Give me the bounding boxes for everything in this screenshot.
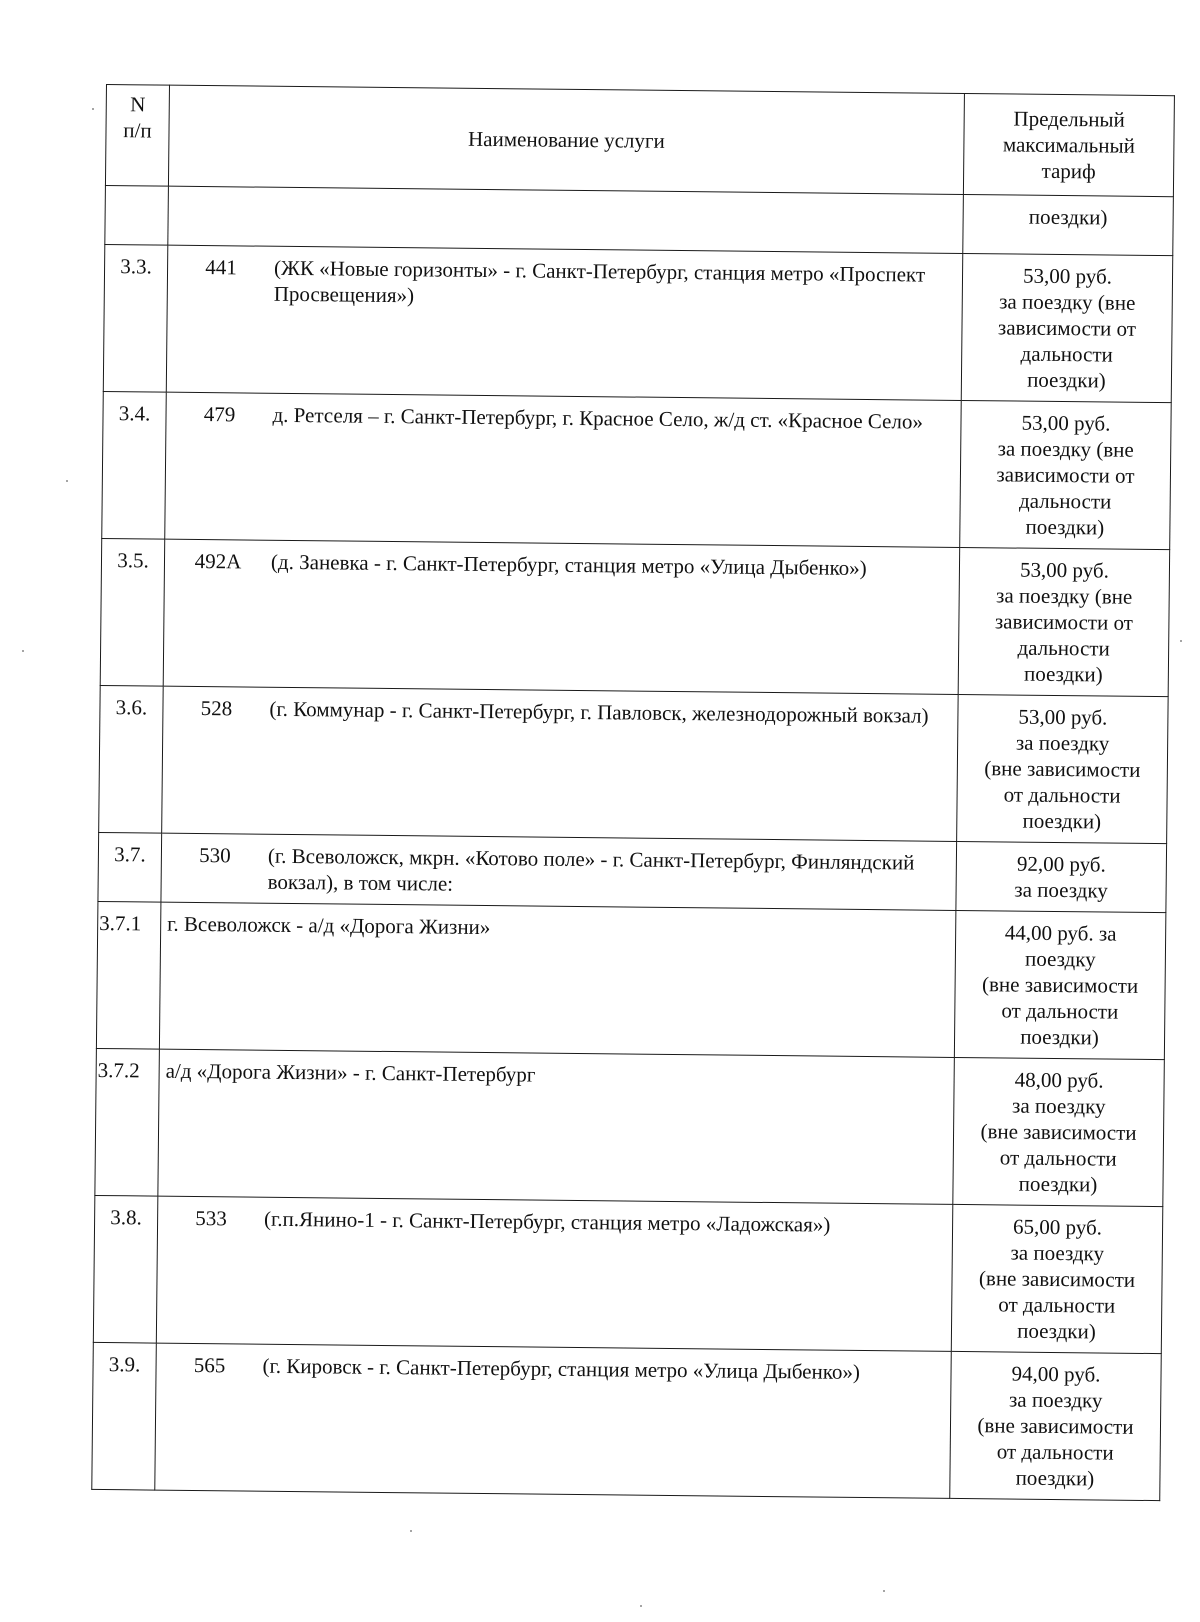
table-row bbox=[96, 901, 1165, 1059]
row-number: 3.3. bbox=[103, 244, 168, 392]
table-row bbox=[98, 832, 1167, 912]
scan-speck bbox=[66, 480, 68, 482]
tariff-cell: 53,00 руб. за поездку (вне зависимости от дальности поездки) bbox=[960, 400, 1172, 549]
service-name-cell bbox=[155, 1343, 951, 1498]
header-service-name: Наименование услуги bbox=[168, 85, 964, 194]
row-number: 3.8. bbox=[93, 1195, 158, 1343]
route-code: 530 bbox=[199, 843, 231, 868]
table-row bbox=[92, 1342, 1161, 1500]
route-description: д. Ретселя – г. Санкт-Петербург, г. Красное Село, ж/д ст. «Красное Село» bbox=[272, 402, 924, 434]
scan-speck bbox=[640, 1605, 642, 1607]
scan-speck bbox=[410, 1530, 412, 1532]
table-row bbox=[99, 685, 1168, 843]
service-name-cell bbox=[162, 686, 958, 841]
service-name-cell bbox=[158, 1049, 954, 1204]
tariff-cell: 53,00 руб. за поездку (вне зависимости от дальности поездки) bbox=[958, 547, 1170, 696]
route-code: 528 bbox=[200, 696, 233, 721]
scan-speck bbox=[1180, 640, 1182, 642]
continuation-tariff: поездки) bbox=[963, 194, 1174, 255]
row-number: 3.7.1 bbox=[96, 901, 161, 1049]
route-code: 492А bbox=[194, 548, 242, 574]
route-description: г. Всеволожск - а/д «Дорога Жизни» bbox=[167, 911, 491, 940]
service-name-cell bbox=[163, 539, 959, 694]
service-name-cell bbox=[156, 1196, 952, 1351]
service-name-cell bbox=[161, 833, 957, 910]
tariff-cell: 92,00 руб. за поездку bbox=[956, 841, 1167, 912]
tariff-cell: 53,00 руб. за поездку (вне зависимости от дальности поездки) bbox=[961, 253, 1173, 402]
route-description: (д. Заневка - г. Санкт-Петербург, станция метро «Улица Дыбенко») bbox=[270, 549, 867, 580]
route-code: 533 bbox=[195, 1205, 228, 1231]
tariff-table bbox=[91, 84, 1175, 1501]
tariff-cell: 94,00 руб. за поездку (вне зависимости от дальности поездки) bbox=[950, 1351, 1162, 1500]
table-row bbox=[95, 1048, 1164, 1206]
tariff-cell: 44,00 руб. за поездку (вне зависимости от дальности поездки) bbox=[954, 910, 1166, 1059]
header-num: N п/п bbox=[105, 85, 169, 187]
row-number: 3.4. bbox=[102, 391, 167, 539]
tariff-cell: 53,00 руб. за поездку (вне зависимости от дальности поездки) bbox=[957, 694, 1169, 843]
route-description: (г. Всеволожск, мкрн. «Котово поле» - г. Санкт-Петербург, Финляндский вокзал), в том числе: bbox=[267, 843, 915, 896]
service-name-cell bbox=[159, 902, 955, 1057]
tariff-cell: 65,00 руб. за поездку (вне зависимости от дальности поездки) bbox=[951, 1204, 1163, 1353]
row-number: 3.7.2 bbox=[95, 1048, 160, 1196]
route-code: 565 bbox=[193, 1352, 226, 1378]
route-description: а/д «Дорога Жизни» - г. Санкт-Петербург bbox=[165, 1058, 536, 1087]
service-name-cell bbox=[165, 392, 961, 547]
tariff-cell: 48,00 руб. за поездку (вне зависимости от дальности поездки) bbox=[953, 1057, 1165, 1206]
table-row bbox=[103, 244, 1172, 402]
scan-speck bbox=[22, 650, 24, 652]
route-description: (г. Коммунар - г. Санкт-Петербург, г. Павловск, железнодорожный вокзал) bbox=[269, 696, 929, 728]
route-description: (ЖК «Новые горизонты» - г. Санкт-Петербург, станция метро «Проспект Просвещения») bbox=[273, 255, 926, 308]
table-row bbox=[102, 391, 1171, 549]
table-row bbox=[100, 538, 1169, 696]
row-number: 3.6. bbox=[99, 685, 164, 833]
row-number: 3.7. bbox=[98, 832, 162, 902]
row-number: 3.9. bbox=[92, 1342, 157, 1490]
header-max-tariff: Предельный максимальный тариф bbox=[963, 93, 1174, 196]
route-description: (г.п.Янино-1 - г. Санкт-Петербург, станция метро «Ладожская») bbox=[264, 1206, 831, 1237]
scan-speck bbox=[92, 108, 94, 110]
row-number: 3.5. bbox=[100, 538, 165, 686]
route-code: 441 bbox=[205, 255, 237, 280]
continuation-row bbox=[105, 185, 1174, 255]
route-description: (г. Кировск - г. Санкт-Петербург, станция метро «Улица Дыбенко») bbox=[262, 1353, 861, 1384]
service-name-cell bbox=[166, 245, 962, 400]
scan-speck bbox=[883, 1590, 885, 1592]
continuation-num bbox=[105, 185, 169, 245]
continuation-name bbox=[168, 186, 964, 253]
header-row bbox=[105, 85, 1174, 197]
route-code: 479 bbox=[203, 402, 236, 427]
table-row bbox=[93, 1195, 1162, 1353]
